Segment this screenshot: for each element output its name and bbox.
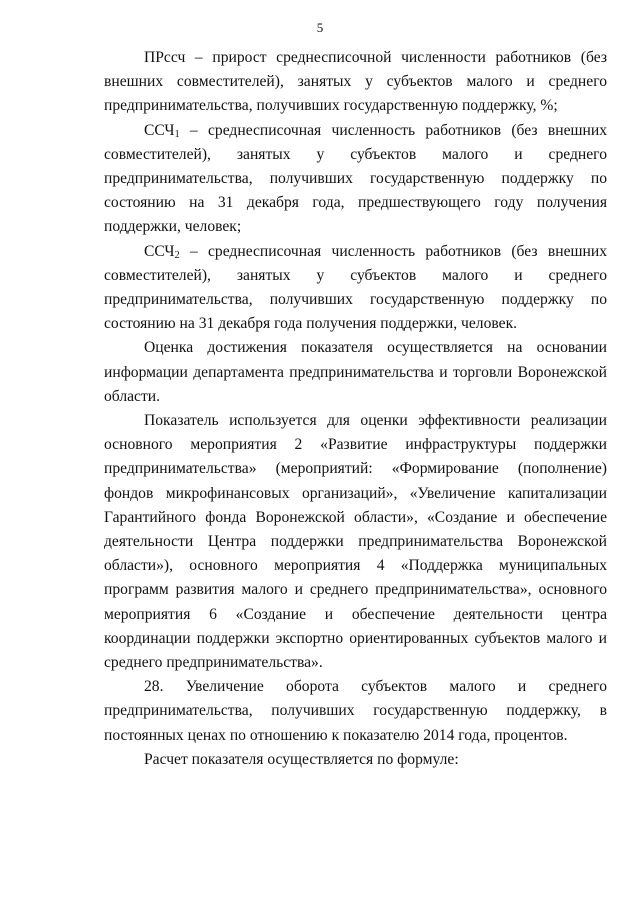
paragraph-assessment: Оценка достижения показателя осуществляется на основании информации департамента предпринимательства и торговли Воронежской области. (104, 339, 607, 405)
paragraph-ssch1-definition (104, 119, 607, 240)
ssch2-symbol: ССЧ (144, 242, 175, 260)
ssch2-subscript: 2 (174, 249, 180, 261)
paragraph-item-28: 28. Увеличение оборота субъектов малого и среднего предпринимательства, получивших государственную поддержку, в постоянных ценах по отношению к показателю 2014 года, процентов. (104, 678, 607, 744)
ssch1-text: – среднесписочная численность работников (без внешних совместителей), занятых у субъектов малого и среднего предпринимательства, получивших государственную поддержку по состоянию на 31 декабря года, предшествующего году получения поддержки, человек; (104, 121, 607, 236)
paragraph-indicator-usage: Показатель используется для оценки эффективности реализации основного мероприятия 2 «Развитие инфраструктуры поддержки предпринимательства» (мероприятий: «Формирование (пополнение) фондов микрофинансовых организаций», «Увеличение капитализации Гарантийного фонда Воронежской области», «Создание и обеспечение деятельности Центра поддержки предпринимательства Воронежской области»), основного мероприятия 4 «Поддержка муниципальных программ развития малого и среднего предпринимательства», основного мероприятия 6 «Создание и обеспечение деятельности центра координации поддержки экспортно ориентированных субъектов малого и среднего предпринимательства». (104, 412, 607, 672)
paragraph-prssch-definition: ПРссч – прирост среднесписочной численности работников (без внешних совместителей), занятых у субъектов малого и среднего предпринимательства, получивших государственную поддержку, %; (104, 49, 607, 115)
ssch2-text: – среднесписочная численность работников (без внешних совместителей), занятых у субъектов малого и среднего предпринимательства, получивших государственную поддержку по состоянию на 31 декабря года получения поддержки, человек. (104, 242, 607, 333)
ssch1-symbol: ССЧ (144, 121, 175, 139)
paragraph-ssch2-definition (104, 240, 607, 337)
paragraph-formula-intro: Расчет показателя осуществляется по формуле: (144, 750, 459, 768)
ssch1-subscript: 1 (174, 128, 180, 140)
page-number: 5 (316, 20, 324, 35)
document-body (104, 46, 607, 772)
